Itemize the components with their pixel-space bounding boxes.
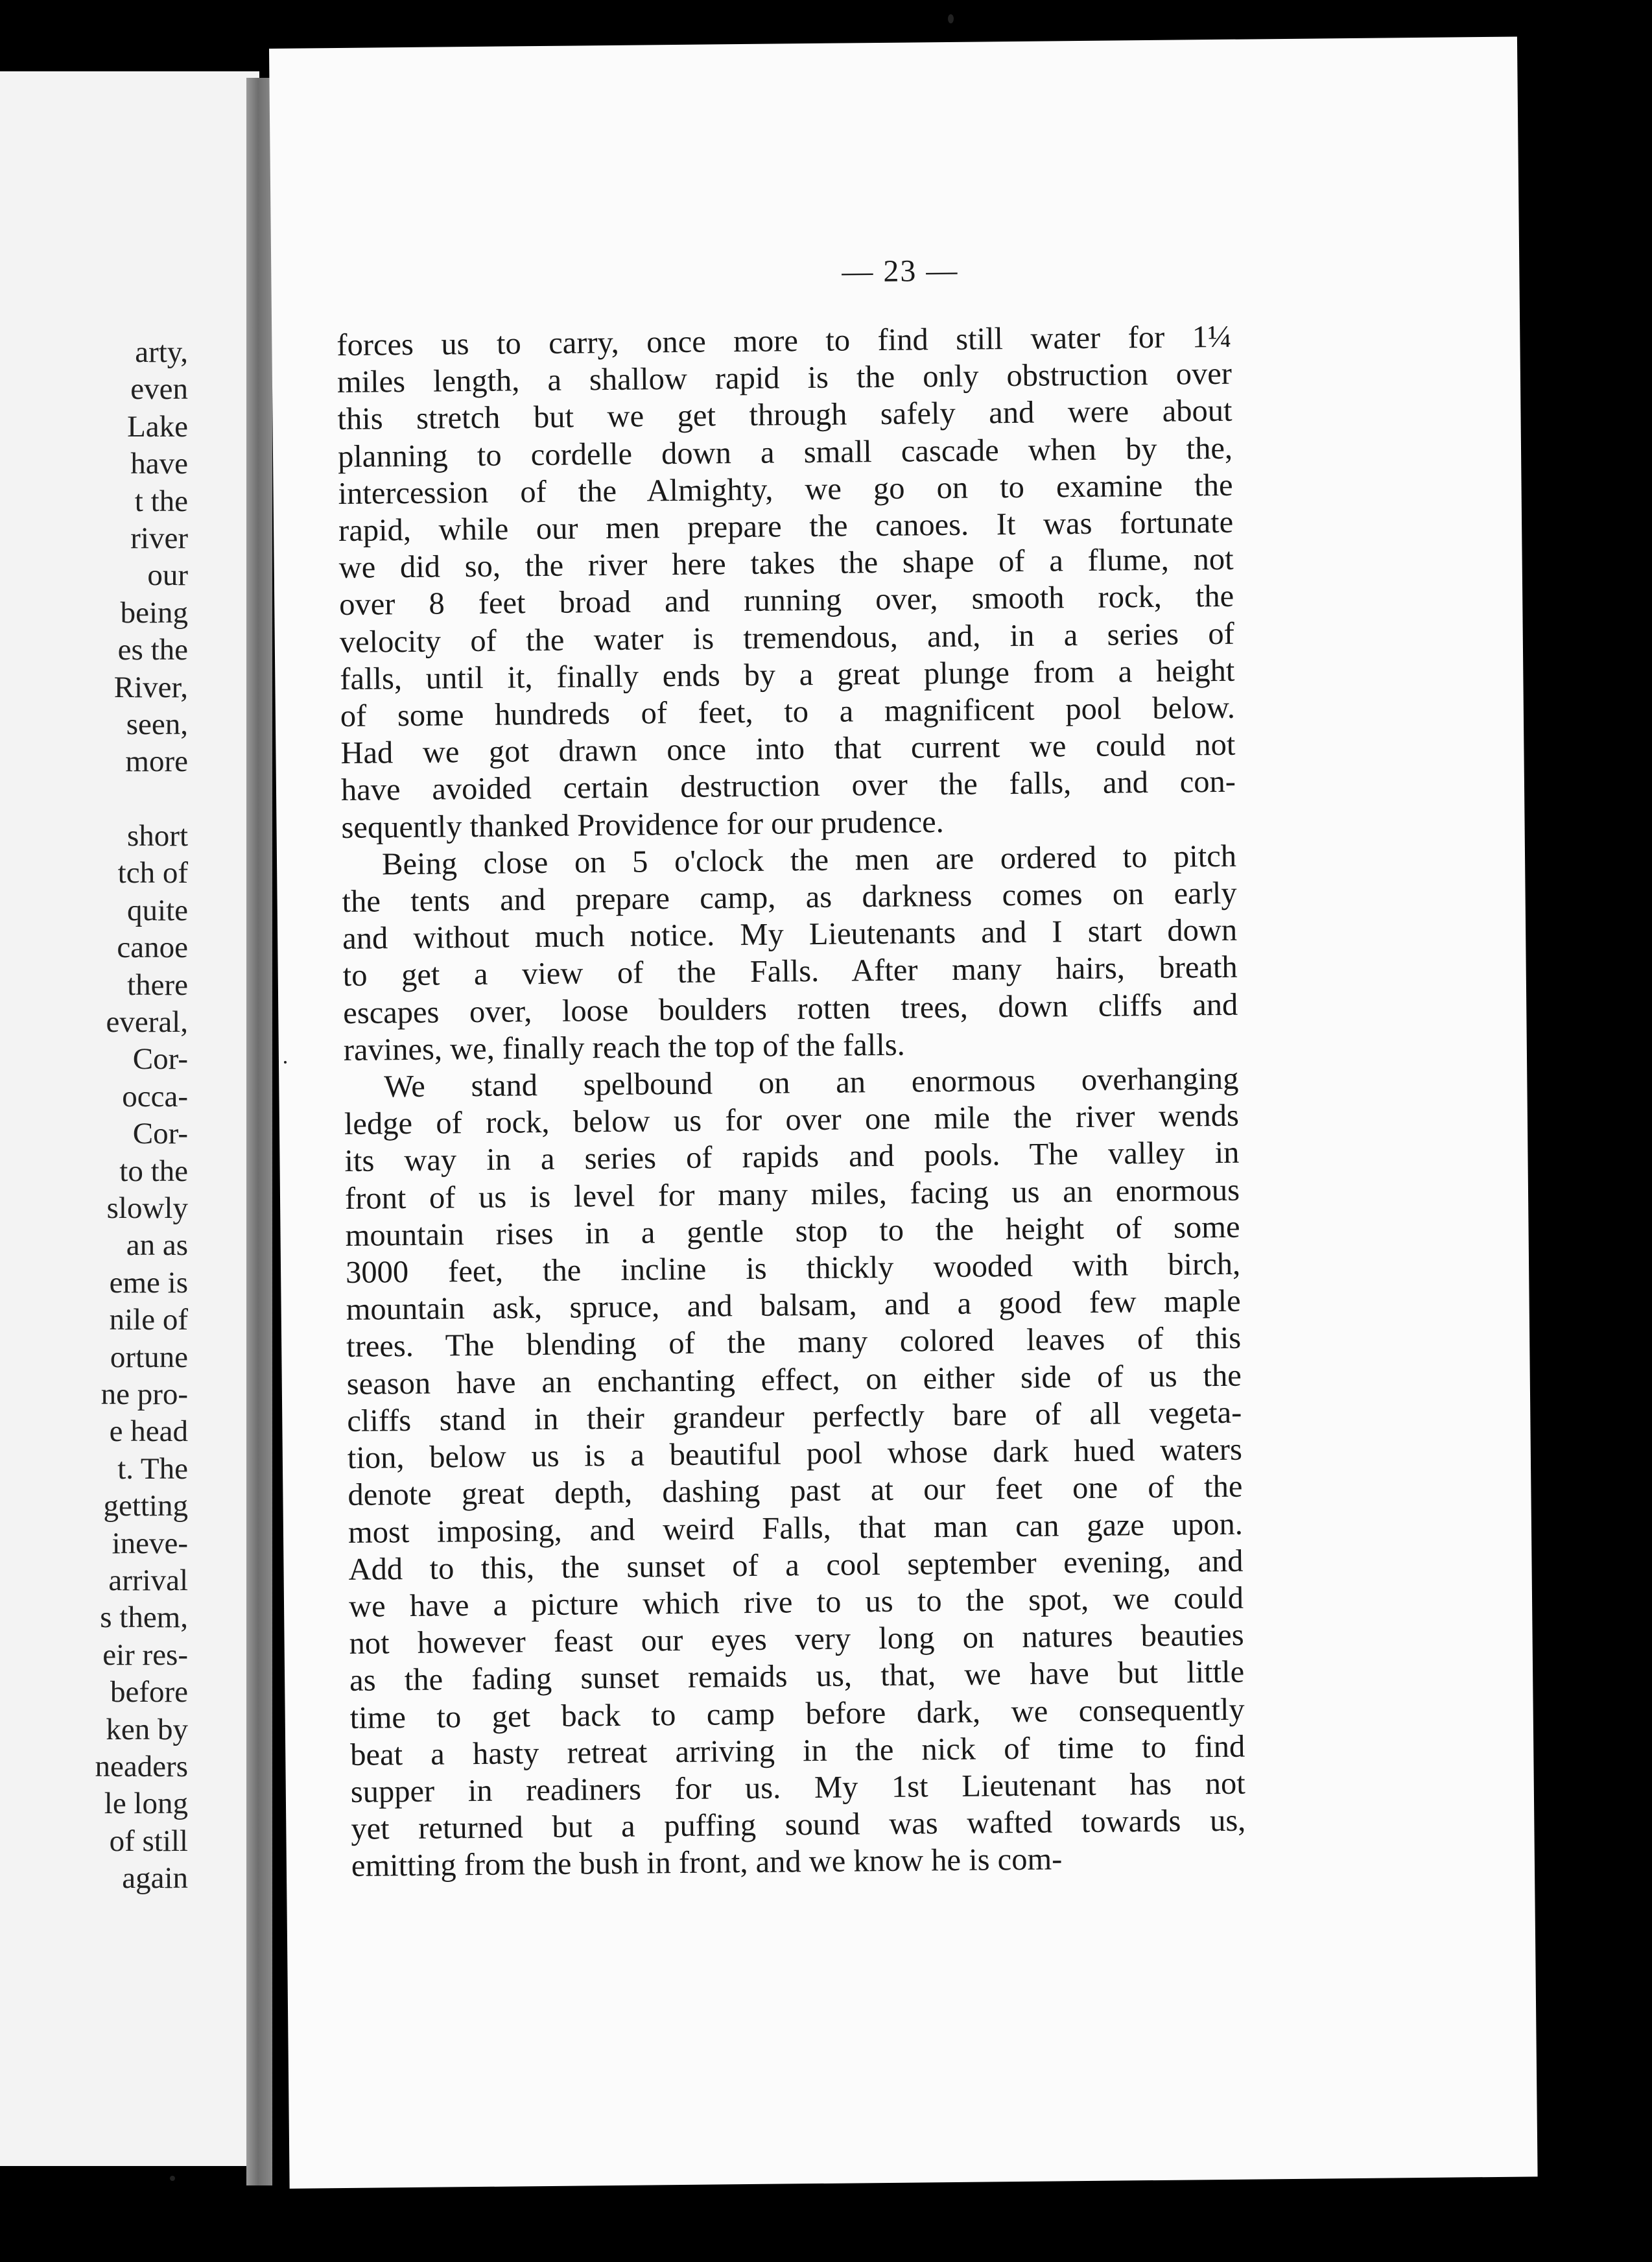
previous-page-line: Cor- xyxy=(132,1042,188,1077)
previous-page-line: ken by xyxy=(106,1712,188,1746)
text-line: the tents and prepare camp, as darkness comes on early xyxy=(342,875,1237,920)
text-line: escapes over, loose boulders rotten trees, down cliffs and xyxy=(343,987,1238,1030)
dust-speck xyxy=(170,2176,175,2181)
text-line: tion, below us is a beautiful pool whose dark hued waters xyxy=(347,1432,1243,1476)
text-line: cliffs stand in their grandeur perfectly bare of all vegeta- xyxy=(347,1395,1242,1438)
previous-page-line: eir res- xyxy=(102,1637,188,1672)
previous-page-line: tch of xyxy=(117,856,188,890)
text-line: season have an enchanting effect, on either side of us the xyxy=(346,1358,1242,1401)
previous-page-text xyxy=(0,334,188,1898)
previous-page-line: slowly xyxy=(106,1191,188,1225)
text-line: mountain rises in a gentle stop to the height of some xyxy=(345,1209,1240,1253)
text-line: denote great depth, dashing past at our feet one of the xyxy=(348,1469,1243,1513)
text-line: 3000 feet, the incline is thickly wooded with birch, xyxy=(345,1246,1241,1291)
text-line: time to get back to camp before dark, we consequently xyxy=(349,1692,1245,1735)
text-line: its way in a series of rapids and pools. The valley in xyxy=(344,1136,1240,1179)
text-line: emitting from the bush in front, and we know he is com- xyxy=(351,1842,1063,1884)
previous-page-line: Cor- xyxy=(132,1117,188,1151)
text-line: ravines, we, finally reach the top of the falls. xyxy=(343,1027,905,1067)
previous-page-line: ineve- xyxy=(112,1526,188,1560)
text-line: mountain ask, spruce, and balsam, and a good few maple xyxy=(346,1283,1241,1327)
text-line: not however feast our eyes very long on natures beauties xyxy=(349,1617,1244,1661)
text-line: Had we got drawn once into that current we could not xyxy=(340,727,1236,771)
text-line: of some hundreds of feet, to a magnificent pool below. xyxy=(340,690,1236,734)
previous-page-line: e head xyxy=(109,1414,188,1449)
text-line: sequently thanked Providence for our prudence. xyxy=(341,804,945,845)
paragraph xyxy=(342,838,1238,1069)
text-line: as the fading sunset remaids us, that, we have but little xyxy=(349,1654,1245,1698)
previous-page-line: arrival xyxy=(108,1564,188,1597)
previous-page-line: neaders xyxy=(95,1750,188,1784)
previous-page-line: even xyxy=(130,372,188,407)
previous-page-line: Lake xyxy=(127,409,188,444)
current-page xyxy=(269,37,1538,2189)
text-line: supper in readiners for us. My 1st Lieutenant has not xyxy=(350,1766,1246,1809)
text-line: rapid, while our men prepare the canoes. It was fortunate xyxy=(338,505,1234,549)
previous-page-line: arty, xyxy=(135,335,188,369)
text-line: trees. The blending of the many colored leaves of this xyxy=(346,1321,1242,1364)
text-line: have avoided certain destruction over the falls, and con- xyxy=(340,765,1236,808)
previous-page-line: there xyxy=(127,968,188,1002)
previous-page-line: ne pro- xyxy=(100,1377,188,1411)
page-number: — 23 — xyxy=(842,253,959,289)
previous-page-line: of still xyxy=(109,1824,188,1858)
text-line: velocity of the water is tremendous, and, in a series of xyxy=(339,616,1234,660)
previous-page-line: t the xyxy=(134,484,188,518)
previous-page-line: le long xyxy=(104,1787,188,1821)
dust-speck xyxy=(948,14,954,23)
previous-page-line: s them, xyxy=(100,1601,188,1635)
text-line: and without much notice. My Lieutenants and I start down xyxy=(342,912,1238,957)
text-line: front of us is level for many miles, facing us an enormous xyxy=(344,1173,1240,1216)
previous-page-line xyxy=(0,781,188,818)
text-line: most imposing, and weird Falls, that man can gaze upon. xyxy=(348,1506,1244,1550)
text-line: yet returned but a puffing sound was wafted towards us, xyxy=(351,1803,1246,1847)
text-line: we did so, the river here takes the shape of a flume, not xyxy=(338,542,1234,586)
previous-page-edge xyxy=(0,71,259,2166)
text-line: over 8 feet broad and running over, smooth rock, the xyxy=(338,579,1234,623)
previous-page-line: more xyxy=(125,744,188,779)
text-line: falls, until it, finally ends by a great plunge from a height xyxy=(340,653,1235,696)
book-gutter-shadow xyxy=(246,78,272,2185)
previous-page-line: being xyxy=(120,595,188,630)
text-line: Add to this, the sunset of a cool september evening, and xyxy=(348,1543,1244,1587)
previous-page-line: occa- xyxy=(122,1079,188,1113)
previous-page-line: before xyxy=(110,1675,188,1709)
text-line: we have a picture which rive to us to the spot, we could xyxy=(348,1580,1244,1624)
previous-page-line: river xyxy=(130,521,188,556)
previous-page-line: everal, xyxy=(106,1005,188,1039)
previous-page-line: eme is xyxy=(109,1265,188,1300)
previous-page-line: ortune xyxy=(110,1340,188,1374)
previous-page-line: nile of xyxy=(109,1303,188,1337)
previous-page-line: an as xyxy=(126,1228,188,1263)
text-line: ledge of rock, below us for over one mile the river wends xyxy=(344,1098,1240,1142)
text-line: to get a view of the Falls. After many hairs, breath xyxy=(342,950,1238,994)
previous-page-line: have xyxy=(130,447,188,481)
previous-page-line: again xyxy=(122,1861,188,1896)
previous-page-line: River, xyxy=(113,670,188,704)
previous-page-line: es the xyxy=(117,633,188,667)
text-line: this stretch but we get through safely and were about xyxy=(337,394,1233,437)
previous-page-line: quite xyxy=(127,893,188,927)
dust-speck xyxy=(284,1061,287,1064)
text-line: forces us to carry, once more to find still water for 1¼ xyxy=(336,319,1232,363)
text-line: planning to cordelle down a small cascade when by the, xyxy=(337,431,1233,474)
previous-page-line: t. The xyxy=(117,1451,188,1486)
previous-page-line: short xyxy=(127,818,188,853)
text-line: We stand spelbound on an enormous overhanging xyxy=(384,1061,1239,1104)
paragraph xyxy=(336,318,1236,846)
previous-page-line: getting xyxy=(103,1489,188,1523)
body-text xyxy=(336,318,1246,1885)
previous-page-line: our xyxy=(147,558,188,593)
text-line: intercession of the Almighty, we go on to examine the xyxy=(338,468,1233,511)
text-line: miles length, a shallow rapid is the only obstruction over xyxy=(336,356,1233,400)
previous-page-line: canoe xyxy=(117,931,188,965)
text-line: beat a hasty retreat arriving in the nick of time to find xyxy=(350,1729,1245,1772)
text-line: Being close on 5 o'clock the men are ordered to pitch xyxy=(381,839,1237,882)
previous-page-line: seen, xyxy=(126,708,188,742)
previous-page-line: to the xyxy=(119,1154,188,1188)
paragraph xyxy=(344,1060,1246,1885)
